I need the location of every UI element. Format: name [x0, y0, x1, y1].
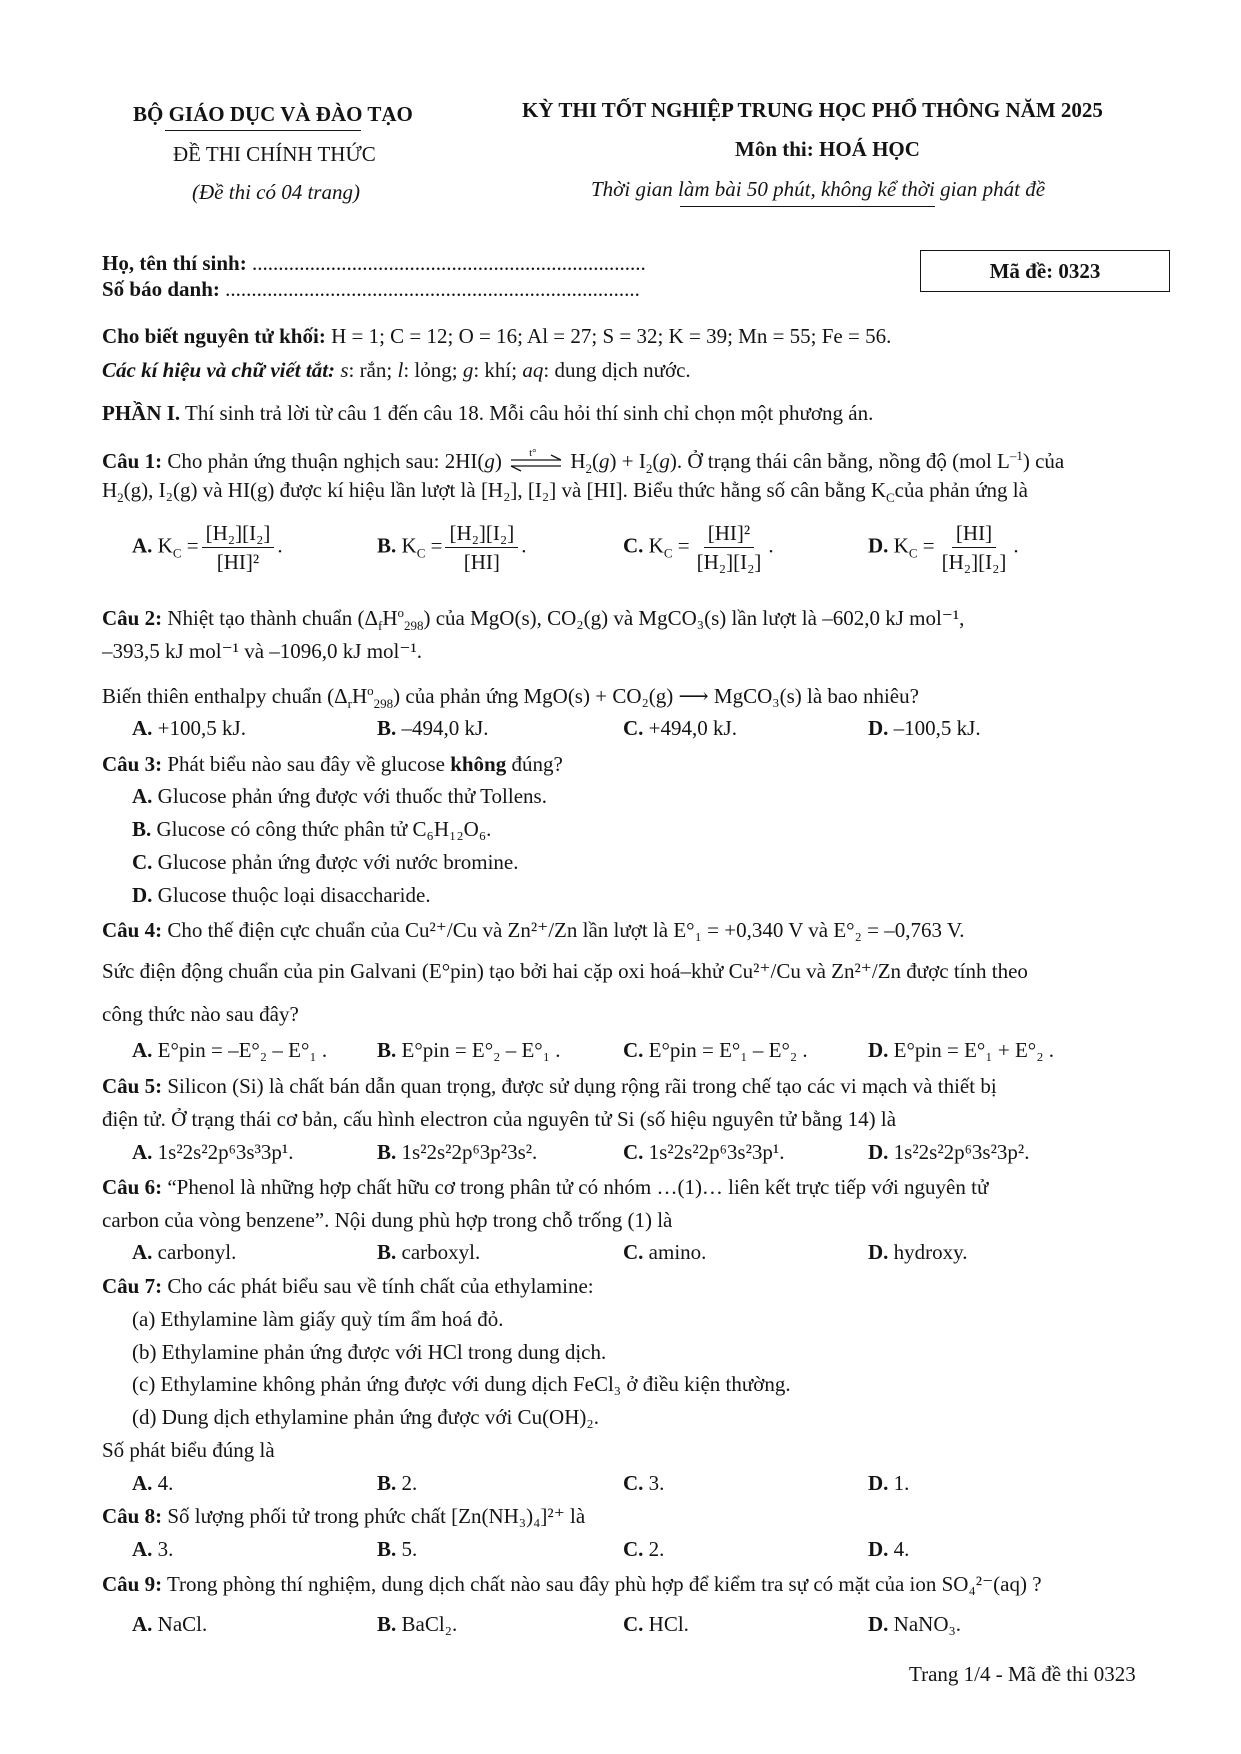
- q1-c-den: [H₂][I₂]: [696, 550, 762, 574]
- atomic-mass-values: H = 1; C = 12; O = 16; Al = 27; S = 32; K = 39; Mn = 55; Fe = 56.: [331, 324, 892, 348]
- q5-option-d-text: 1s²2s²2p⁶3s²3p².: [893, 1140, 1030, 1164]
- q1-option-b[interactable]: B. $K_C$ = $\frac{\text{[H₂][I₂]}}{[HI]}$ .: [377, 521, 527, 574]
- q8-option-d-label: D.: [868, 1537, 889, 1561]
- q3-option-c-text: Glucose phản ứng được với nước bromine.: [157, 850, 519, 874]
- q5-text-1: Silicon (Si) là chất bán dẫn quan trọng, được sử dụng rộng rãi trong chế tạo các vi mạch và thiết bị: [167, 1074, 997, 1098]
- q1-text-f: (: [652, 449, 660, 473]
- q6-option-c-label: C.: [623, 1240, 644, 1264]
- q2-line3: Biến thiên enthalpy chuẩn $(\Delta_rH^o_{298})$ của phản ứng MgO(s) + CO₂(g) ⟶ MgCO₃(s) là bao nhiêu?: [102, 683, 919, 712]
- q7-option-c-label: C.: [623, 1471, 644, 1495]
- q8-option-c-label: C.: [623, 1537, 644, 1561]
- q2-option-b-label: B.: [377, 716, 397, 740]
- q2-option-d-text: –100,5 kJ.: [893, 716, 981, 740]
- q2-text-b: ) của MgO(s), CO₂(g) và MgCO₃(s) lần lượt là –602,0 kJ mol⁻¹,: [423, 606, 965, 630]
- exam-code-box: [920, 250, 1170, 292]
- q1-text-a: Cho phản ứng thuận nghịch sau: 2HI(: [167, 449, 485, 473]
- q9-option-c-text: HCl.: [648, 1612, 689, 1636]
- q5-option-b[interactable]: [377, 1140, 537, 1165]
- q1-line1: Câu 1: Cho phản ứng thuận nghịch sau: 2HI(g) t° $H_2(g) + I_2(g)$. Ở trạng thái cân bằng, nồng độ (mol $L^{-1}$) của: [102, 443, 1064, 482]
- q5-option-b-text: 1s²2s²2p⁶3p²3s².: [401, 1140, 538, 1164]
- q2-line1: Câu 2: Nhiệt tạo thành chuẩn $(\Delta_fH^o_{298})$ của MgO(s), CO₂(g) và MgCO₃(s) lần lượt là –602,0 kJ mol⁻¹,: [102, 605, 965, 634]
- q2-option-a-text: +100,5 kJ.: [157, 716, 246, 740]
- q8-option-c[interactable]: [623, 1537, 664, 1562]
- q1-arrow-temp: t°: [529, 447, 537, 460]
- q1-option-d[interactable]: D. $K_C$ = $\frac{[HI]}{\text{[H₂][I₂]}}$ .: [868, 521, 1019, 574]
- q2-option-d[interactable]: [868, 716, 981, 741]
- time-note: Thời gian làm bài 50 phút, không kể thời gian phát đề: [591, 177, 1046, 201]
- q4-label: Câu 4:: [102, 918, 163, 942]
- abbr-l-text: : lỏng;: [403, 358, 463, 382]
- q4-option-a[interactable]: [132, 1038, 327, 1063]
- q1-phase-g: g: [484, 449, 495, 473]
- q7-text-1: Cho các phát biểu sau về tính chất của ethylamine:: [167, 1274, 594, 1298]
- q4-text-1: Cho thế điện cực chuẩn của Cu²⁺/Cu và Zn²⁺/Zn lần lượt là E°₁ = +0,340 V và E°₂ = –0,763 V.: [167, 918, 965, 942]
- q3-option-b[interactable]: [132, 817, 491, 842]
- abbr-l: l: [397, 358, 404, 382]
- ministry-underline: [165, 130, 361, 131]
- q8-option-d[interactable]: [868, 1537, 909, 1562]
- ministry-name: BỘ GIÁO DỤC VÀ ĐÀO TẠO: [133, 102, 413, 126]
- q4-option-d-text: E°pin = E°₁ + E°₂ .: [893, 1038, 1055, 1062]
- abbreviation-label: Các kí hiệu và chữ viết tắt:: [102, 358, 336, 382]
- q5-line2: điện tử. Ở trạng thái cơ bản, cấu hình electron của nguyên tử Si (số hiệu nguyên tử bằng 14) là: [102, 1107, 897, 1131]
- q5-option-c-text: 1s²2s²2p⁶3s²3p¹.: [648, 1140, 785, 1164]
- q4-option-b[interactable]: [377, 1038, 561, 1063]
- atomic-mass-label: Cho biết nguyên tử khối:: [102, 324, 326, 348]
- q2-line2: –393,5 kJ mol⁻¹ và –1096,0 kJ mol⁻¹.: [102, 639, 423, 663]
- q2-label: Câu 2:: [102, 606, 163, 630]
- q6-text-1: “Phenol là những hợp chất hữu cơ trong phân tử có nhóm …(1)… liên kết trực tiếp với nguyên tử: [167, 1175, 989, 1199]
- q7-option-b[interactable]: [377, 1471, 417, 1496]
- q2-option-b[interactable]: [377, 716, 488, 741]
- q7-option-a-text: 4.: [157, 1471, 174, 1495]
- q1-option-c[interactable]: C. $K_C$ = $\frac{\text{[HI]²}}{\text{[H₂][I₂]}}$ .: [623, 521, 774, 574]
- q6-option-d[interactable]: [868, 1240, 968, 1265]
- page-footer: Trang 1/4 - Mã đề thi 0323: [909, 1662, 1136, 1686]
- q7-statement-d: (d) Dung dịch ethylamine phản ứng được với Cu(OH)₂.: [132, 1405, 599, 1429]
- exam-title: KỲ THI TỐT NGHIỆP TRUNG HỌC PHỔ THÔNG NĂM 2025: [522, 98, 1103, 122]
- abbr-g-text: : khí;: [473, 358, 523, 382]
- q8-option-a-text: 3.: [157, 1537, 174, 1561]
- q8-option-a-label: A.: [132, 1537, 153, 1561]
- q1-b-den: [HI]: [463, 550, 500, 574]
- q4-option-a-text: E°pin = –E°₂ – E°₁ .: [157, 1038, 328, 1062]
- subject-line: [735, 137, 920, 162]
- q2-option-d-label: D.: [868, 716, 889, 740]
- candidate-name-row: [102, 250, 646, 276]
- q1-text-b: ): [494, 449, 502, 473]
- q7-ask: Số phát biểu đúng là: [102, 1438, 275, 1462]
- q9-option-b-label: B.: [377, 1612, 397, 1636]
- q1-d-num: [HI]: [952, 520, 996, 548]
- q9-text-1: Trong phòng thí nghiệm, dung dịch chất nào sau đây phù hợp để kiểm tra sự có mặt của ion SO₄²⁻(aq) ?: [166, 1572, 1042, 1596]
- q2-option-c-text: +494,0 kJ.: [648, 716, 737, 740]
- q9-option-d-text: NaNO₃.: [893, 1612, 962, 1636]
- subject-name: HOÁ HỌC: [819, 137, 920, 161]
- q3-option-b-label: B.: [132, 817, 152, 841]
- q1-option-a-label: A.: [132, 533, 153, 558]
- q3-option-d-label: D.: [132, 883, 153, 907]
- q7-option-c[interactable]: [623, 1471, 664, 1496]
- q1-a-num: [H₂][I₂]: [202, 520, 275, 548]
- q3-option-c-label: C.: [132, 850, 153, 874]
- q7-statement-c: (c) Ethylamine không phản ứng được với dung dịch FeCl₃ ở điều kiện thường.: [132, 1372, 791, 1396]
- q6-line1: [102, 1174, 988, 1200]
- exam-code: [921, 259, 1169, 284]
- q6-option-d-label: D.: [868, 1240, 889, 1264]
- q4-option-d-label: D.: [868, 1038, 889, 1062]
- q5-option-a-label: A.: [132, 1140, 153, 1164]
- q9-label: Câu 9:: [102, 1572, 163, 1596]
- q1-c-num: [HI]²: [704, 520, 754, 548]
- q3-text-c: đúng?: [511, 752, 563, 776]
- q8-option-b-label: B.: [377, 1537, 397, 1561]
- q7-option-d-text: 1.: [893, 1471, 910, 1495]
- q6-line2: carbon của vòng benzene”. Nội dung phù hợp trong chỗ trống (1) là: [102, 1208, 673, 1232]
- q5-option-a[interactable]: [132, 1140, 293, 1165]
- q3-option-a-text: Glucose phản ứng được với thuốc thử Tollens.: [157, 784, 547, 808]
- exam-code-label: Mã đề:: [989, 259, 1054, 283]
- q1-option-c-label: C.: [623, 533, 644, 558]
- q3-option-a-label: A.: [132, 784, 153, 808]
- q3-option-c[interactable]: [132, 850, 518, 875]
- q2-text-c: Biến thiên enthalpy chuẩn (: [102, 684, 335, 708]
- q1-phase-g2: g: [599, 449, 610, 473]
- abbr-s: s: [340, 358, 349, 382]
- q2-option-a[interactable]: [132, 716, 246, 741]
- q3-line1: [102, 751, 563, 777]
- q1-line2-end: của phản ứng là: [894, 478, 1028, 502]
- q6-option-b-label: B.: [377, 1240, 397, 1264]
- abbreviation-line: [102, 357, 691, 383]
- q1-d-den: [H₂][I₂]: [941, 550, 1007, 574]
- q1-label: Câu 1:: [102, 449, 163, 473]
- atomic-mass-line: [102, 323, 891, 349]
- q7-option-b-label: B.: [377, 1471, 397, 1495]
- q5-option-d-label: D.: [868, 1140, 889, 1164]
- abbr-aq: aq: [522, 358, 544, 382]
- q4-option-b-label: B.: [377, 1038, 397, 1062]
- q5-label: Câu 5:: [102, 1074, 163, 1098]
- q6-option-b-text: carboxyl.: [401, 1240, 481, 1264]
- q9-option-a-text: NaCl.: [157, 1612, 208, 1636]
- q2-option-c[interactable]: [623, 716, 737, 741]
- candidate-name-label: Họ, tên thí sinh:: [102, 251, 247, 275]
- part1-heading: [102, 400, 873, 426]
- q8-text-1: Số lượng phối tử trong phức chất [Zn(NH₃)₄]²⁺ là: [167, 1504, 586, 1528]
- q6-option-c[interactable]: [623, 1240, 706, 1265]
- q9-option-b-text: BaCl₂.: [401, 1612, 458, 1636]
- q1-text-c: H: [570, 449, 586, 473]
- q2-option-b-text: –494,0 kJ.: [401, 716, 489, 740]
- q1-a-den: [HI]²: [216, 550, 260, 574]
- q3-option-d-text: Glucose thuộc loại disaccharide.: [157, 883, 431, 907]
- q4-line1: [102, 917, 965, 943]
- q8-option-b-text: 5.: [401, 1537, 418, 1561]
- q8-option-b[interactable]: [377, 1537, 417, 1562]
- q9-option-c[interactable]: [623, 1612, 689, 1637]
- q7-option-a[interactable]: [132, 1471, 173, 1496]
- q6-option-b[interactable]: [377, 1240, 480, 1265]
- q3-option-d[interactable]: [132, 883, 431, 908]
- q7-option-a-label: A.: [132, 1471, 153, 1495]
- q5-line1: [102, 1073, 997, 1099]
- q4-option-c-text: E°pin = E°₁ – E°₂ .: [648, 1038, 808, 1062]
- q6-option-d-text: hydroxy.: [893, 1240, 968, 1264]
- q9-option-a[interactable]: [132, 1612, 207, 1637]
- q5-option-a-text: 1s²2s²2p⁶3s³3p¹.: [157, 1140, 294, 1164]
- official-label: ĐỀ THI CHÍNH THỨC: [173, 142, 376, 166]
- abbr-g: g: [462, 358, 474, 382]
- q9-line1: [102, 1571, 1042, 1597]
- candidate-name-dots: ...........................................................................: [251, 251, 646, 275]
- q5-option-c-label: C.: [623, 1140, 644, 1164]
- q4-option-d[interactable]: [868, 1038, 1054, 1063]
- part1-label: PHẦN I.: [102, 401, 181, 425]
- q1-text-h: ) của: [1022, 449, 1065, 473]
- q5-option-c[interactable]: [623, 1140, 784, 1165]
- q8-label: Câu 8:: [102, 1504, 163, 1528]
- q2-option-a-label: A.: [132, 716, 153, 740]
- candidate-id-label: Số báo danh:: [102, 277, 220, 301]
- q6-option-a-text: carbonyl.: [157, 1240, 237, 1264]
- q4-line3: công thức nào sau đây?: [102, 1002, 299, 1026]
- q9-option-d[interactable]: [868, 1612, 961, 1637]
- q4-option-b-text: E°pin = E°₂ – E°₁ .: [401, 1038, 561, 1062]
- q8-option-c-text: 2.: [648, 1537, 665, 1561]
- q1-option-a[interactable]: A. $K_C$ = $\frac{\text{[H₂][I₂]}}{\text{[HI]²}}$ .: [132, 521, 283, 574]
- q7-line1: [102, 1273, 594, 1299]
- q1-text-d: (: [592, 449, 600, 473]
- abbr-s-text: : rắn;: [348, 358, 398, 382]
- q6-label: Câu 6:: [102, 1175, 163, 1199]
- q4-option-c[interactable]: [623, 1038, 808, 1063]
- q5-option-b-label: B.: [377, 1140, 397, 1164]
- q4-option-a-label: A.: [132, 1038, 153, 1062]
- q7-label: Câu 7:: [102, 1274, 163, 1298]
- q1-line2: $H_2(g)$, I₂(g) và HI(g) được kí hiệu lần lượt là [H₂], [I₂] và [HI]. Biểu thức hằng số cân bằng $K_Ccủa$ phản ứng là: [102, 478, 1028, 506]
- q9-option-c-label: C.: [623, 1612, 644, 1636]
- q7-option-b-text: 2.: [401, 1471, 418, 1495]
- equilibrium-arrow-icon: [507, 447, 565, 474]
- q9-option-b[interactable]: [377, 1612, 457, 1637]
- q6-option-c-text: amino.: [648, 1240, 707, 1264]
- q4-option-c-label: C.: [623, 1038, 644, 1062]
- q4-line2: Sức điện động chuẩn của pin Galvani (E°pin) tạo bởi hai cặp oxi hoá–khử Cu²⁺/Cu và Zn²⁺/Zn được tính theo: [102, 959, 1028, 983]
- subject-label: Môn thi:: [735, 137, 814, 161]
- q8-option-d-text: 4.: [893, 1537, 910, 1561]
- q3-option-a[interactable]: [132, 784, 547, 809]
- abbr-aq-text: : dung dịch nước.: [543, 358, 691, 382]
- q5-option-d[interactable]: [868, 1140, 1029, 1165]
- part1-text: Thí sinh trả lời từ câu 1 đến câu 18. Mỗi câu hỏi thí sinh chỉ chọn một phương án.: [185, 401, 874, 425]
- q7-option-d-label: D.: [868, 1471, 889, 1495]
- q1-b-num: [H₂][I₂]: [445, 520, 518, 548]
- q9-option-a-label: A.: [132, 1612, 153, 1636]
- q1-option-b-label: B.: [377, 533, 397, 558]
- q8-option-a[interactable]: [132, 1537, 173, 1562]
- pages-note: (Đề thi có 04 trang): [192, 180, 360, 204]
- candidate-id-row: [102, 276, 640, 302]
- q2-text-d: ) của phản ứng MgO(s) + CO₂(g) ⟶ MgCO₃(s) là bao nhiêu?: [393, 684, 919, 708]
- q8-line1: [102, 1503, 585, 1529]
- q3-label: Câu 3:: [102, 752, 163, 776]
- q7-option-d[interactable]: [868, 1471, 909, 1496]
- q1-text-e: ) + I: [609, 449, 646, 473]
- exam-code-value: 0323: [1058, 259, 1101, 283]
- q3-text-b: không: [450, 752, 507, 776]
- q2-option-c-label: C.: [623, 716, 644, 740]
- q1-line2-text: (g), I₂(g) và HI(g) được kí hiệu lần lượt là [H₂], [I₂] và [HI]. Biểu thức hằng số cân bằng K: [123, 478, 886, 502]
- q6-option-a[interactable]: [132, 1240, 236, 1265]
- q1-phase-g3: g: [659, 449, 670, 473]
- q7-option-c-text: 3.: [648, 1471, 665, 1495]
- time-underline: [680, 206, 935, 207]
- q7-statement-a: (a) Ethylamine làm giấy quỳ tím ẩm hoá đỏ.: [132, 1307, 504, 1331]
- candidate-id-dots: ...............................................................................: [225, 277, 640, 301]
- q6-option-a-label: A.: [132, 1240, 153, 1264]
- q9-option-d-label: D.: [868, 1612, 889, 1636]
- q3-option-b-text: Glucose có công thức phân tử C₆H₁₂O₆.: [156, 817, 492, 841]
- q2-text-a: Nhiệt tạo thành chuẩn (: [167, 606, 365, 630]
- q3-text-a: Phát biểu nào sau đây về glucose: [167, 752, 445, 776]
- q1-text-g: ). Ở trạng thái cân bằng, nồng độ (mol L: [669, 449, 1010, 473]
- q7-statement-b: (b) Ethylamine phản ứng được với HCl trong dung dịch.: [132, 1340, 607, 1364]
- q1-option-d-label: D.: [868, 533, 889, 558]
